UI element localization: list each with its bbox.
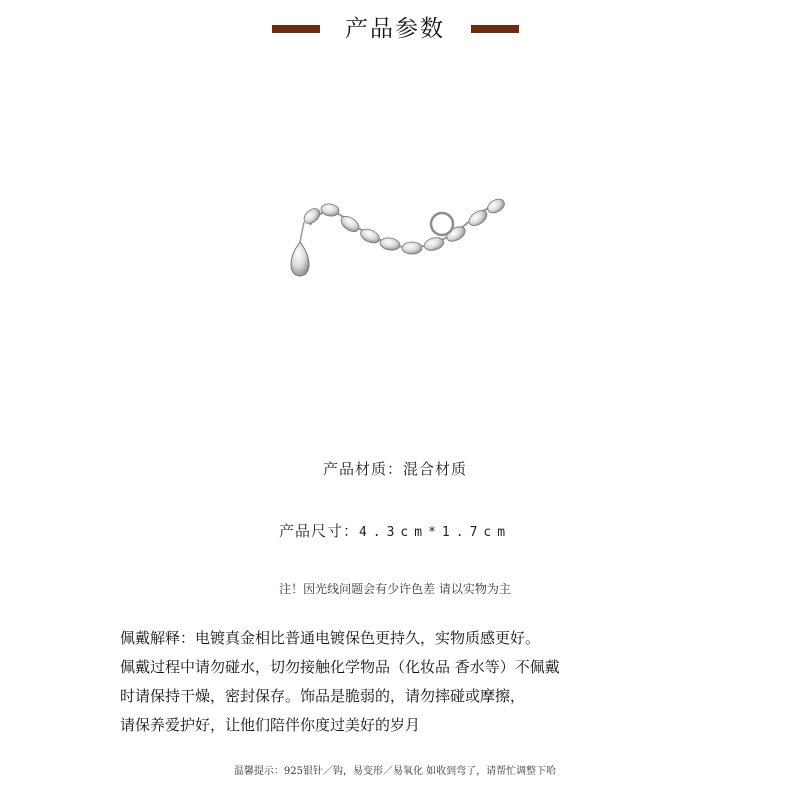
spec-material	[0, 458, 790, 479]
spec-size	[0, 520, 790, 541]
description-line: 佩戴过程中请勿碰水，切勿接触化学物品（化妆品 香水等）不佩戴	[120, 658, 560, 676]
section-header	[0, 8, 790, 44]
description-line: 时请保持干燥，密封保存。饰品是脆弱的，请勿摔碰或摩擦，	[120, 687, 526, 705]
description-line: 佩戴解释：电镀真金相比普通电镀保色更持久，实物质感更好。	[120, 629, 541, 647]
section-title: 产品参数	[345, 16, 445, 42]
size-label: 产品尺寸：	[278, 522, 359, 540]
size-value: 4.3cm*1.7cm	[358, 525, 512, 540]
description-line: 请保养爱护好，让他们陪伴你度过美好的岁月	[120, 716, 421, 734]
material-value: 混合材质	[403, 460, 468, 478]
footer-tip: 温馨提示：925银针／钩，易变形／易氧化 如收到弯了，请帮忙调整下哈	[233, 766, 557, 777]
header-bar-right	[471, 25, 519, 33]
wearing-description	[120, 624, 680, 740]
product-image	[270, 180, 520, 300]
material-label: 产品材质：	[322, 460, 403, 478]
header-bar-left	[272, 25, 320, 33]
color-note: 注！因光线问题会有少许色差 请以实物为主	[279, 582, 511, 596]
